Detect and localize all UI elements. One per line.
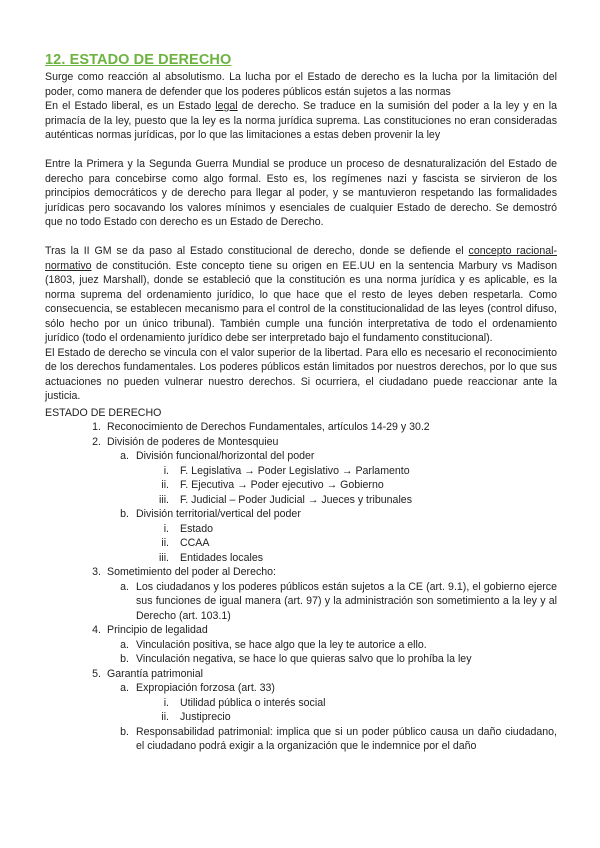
outline-marker: i. xyxy=(163,696,169,709)
paragraph-liberal-state: En el Estado liberal, es un Estado legal de derecho. Se traduce en la sumisión del poder a la ley y en la primacía de la ley, puesto que la ley es la norma jurídica suprema. Las constituciones no eran consideradas auténticas normas jurídicas, por lo que las limitaciones a estas deben provenir la ley xyxy=(45,100,557,141)
outline-marker: a. xyxy=(120,638,129,651)
outline-marker: a. xyxy=(120,580,129,593)
outline-marker: i. xyxy=(163,522,169,535)
outline-text: División de poderes de Montesquieu xyxy=(107,435,279,448)
outline-text: Sometimiento del poder al Derecho: xyxy=(107,566,277,578)
outline-marker: a. xyxy=(120,682,129,694)
outline-text: Responsabilidad patrimonial: implica que si un poder público causa un daño ciudadano, el ciudadano podrá exigir a la organización que le indemnice por el daño xyxy=(136,725,557,752)
outline-marker: 4. xyxy=(92,624,101,636)
outline-text: Vinculación negativa, se hace lo que quieras salvo que lo prohíba la ley xyxy=(136,653,472,665)
underlined-term-concept: concepto racional-normativo xyxy=(45,245,557,272)
outline-item xyxy=(45,507,557,522)
outline-marker: iii. xyxy=(158,551,169,564)
outline-item xyxy=(45,623,557,638)
outline-item xyxy=(45,638,557,653)
outline-marker: ii. xyxy=(161,537,169,549)
outline-marker: 3. xyxy=(92,566,101,578)
paragraph-intro: Surge como reacción al absolutismo. La lucha por el Estado de derecho es la lucha por la limitación del poder, como manera de defender que los poderes públicos están sujetos a las normas xyxy=(45,71,557,98)
outline-marker: 1. xyxy=(92,421,101,433)
outline-marker: 2. xyxy=(92,435,101,448)
outline-marker: b. xyxy=(120,725,129,738)
outline-item xyxy=(45,580,557,624)
outline-item xyxy=(45,464,557,479)
outline-text: F. Judicial – Poder Judicial → Jueces y tribunales xyxy=(180,493,412,506)
outline-item xyxy=(45,696,557,711)
underlined-term-legal: legal xyxy=(215,100,238,112)
section-title: 12. ESTADO DE DERECHO xyxy=(45,52,232,68)
outline-list xyxy=(45,420,557,754)
outline-text: Expropiación forzosa (art. 33) xyxy=(136,682,275,694)
outline-item xyxy=(45,652,557,667)
outline-text: Garantía patrimonial xyxy=(107,667,203,680)
outline-marker: a. xyxy=(120,450,129,462)
outline-text: Los ciudadanos y los poderes públicos están sujetos a la CE (art. 9.1), el gobierno ejerce sus funciones de igual manera (art. 97) y la administración son sometimiento a la ley y al Derecho (art. 103.1) xyxy=(136,580,557,622)
outline-item xyxy=(45,710,557,725)
outline-text: División territorial/vertical del poder xyxy=(136,508,301,520)
outline-marker: ii. xyxy=(161,711,169,723)
outline-item xyxy=(45,725,557,754)
outline-text: División funcional/horizontal del poder xyxy=(136,450,315,462)
outline-heading: ESTADO DE DERECHO xyxy=(45,406,162,419)
outline-text: Justiprecio xyxy=(180,711,231,723)
outline-item xyxy=(45,681,557,696)
paragraph-freedom: El Estado de derecho se vincula con el valor superior de la libertad. Para ello es necesario el reconocimiento de los derechos fundamentales. Los poderes públicos están limitados por nuestros derechos, por lo que sus actuaciones no pueden vulnerar nuestro derechos. Si ocurriera, el ciudadano puede reaccionar ante la justicia. xyxy=(45,346,557,402)
outline-text: CCAA xyxy=(180,537,210,549)
outline-item xyxy=(45,493,557,508)
outline-text: Reconocimiento de Derechos Fundamentales, artículos 14-29 y 30.2 xyxy=(107,421,430,433)
outline-item xyxy=(45,478,557,493)
outline-item xyxy=(45,435,557,450)
paragraph-gap xyxy=(45,230,557,245)
outline-item xyxy=(45,420,557,435)
paragraph-gap xyxy=(45,143,557,158)
outline-marker: b. xyxy=(120,508,129,520)
outline-text: F. Ejecutiva → Poder ejecutivo → Gobierno xyxy=(180,479,384,491)
outline-marker: i. xyxy=(163,464,169,477)
outline-text: Entidades locales xyxy=(180,551,264,564)
outline-text: Estado xyxy=(180,522,213,535)
outline-text: Vinculación positiva, se hace algo que la ley te autorice a ello. xyxy=(136,638,427,651)
outline-marker: b. xyxy=(120,653,129,665)
outline-text: Utilidad pública o interés social xyxy=(180,696,326,709)
outline-text: Principio de legalidad xyxy=(107,624,208,636)
outline-marker: ii. xyxy=(161,479,169,491)
outline-item xyxy=(45,522,557,537)
outline-item xyxy=(45,536,557,551)
paragraph-interwar: Entre la Primera y la Segunda Guerra Mundial se produce un proceso de desnaturalización del Estado de derecho para concebirse como algo formal. Esto es, los regímenes nazi y fascista se sirvieron de los principios democráticos y de derecho para llegar al poder, y se mantuvieron respetando las formalidades jurídicas pero socavando los valores mínimos y esenciales de cualquier Estado de derecho. Se demostró que no todo Estado con derecho es un Estado de Derecho. xyxy=(45,158,557,228)
outline-marker: 5. xyxy=(92,667,101,680)
paragraph-constitutional-state: Tras la II GM se da paso al Estado constitucional de derecho, donde se defiende el concepto racional-normativo de constitución. Este concepto tiene su origen en EE.UU en la sentencia Marbury vs Madison (1803, juez Marshall), donde se estableció que la constitución es una norma jurídica y es aplicable, es la norma suprema del ordenamiento jurídico, lo que hace que el resto de leyes deben respetarla. Como consecuencia, se establecen mecanismo para el control de la constitucionalidad de las leyes (control difuso, sólo hecho por un único tribunal). También cumple una función interpretativa de todo el ordenamiento jurídico (todo el ordenamiento jurídico debe ser interpretado bajo el fundamento constitucional). xyxy=(45,245,557,344)
outline-item xyxy=(45,667,557,682)
outline-marker: iii. xyxy=(158,493,169,506)
outline-item xyxy=(45,565,557,580)
outline-item xyxy=(45,551,557,566)
outline-item xyxy=(45,449,557,464)
outline-text: F. Legislativa → Poder Legislativo → Parlamento xyxy=(180,464,410,477)
